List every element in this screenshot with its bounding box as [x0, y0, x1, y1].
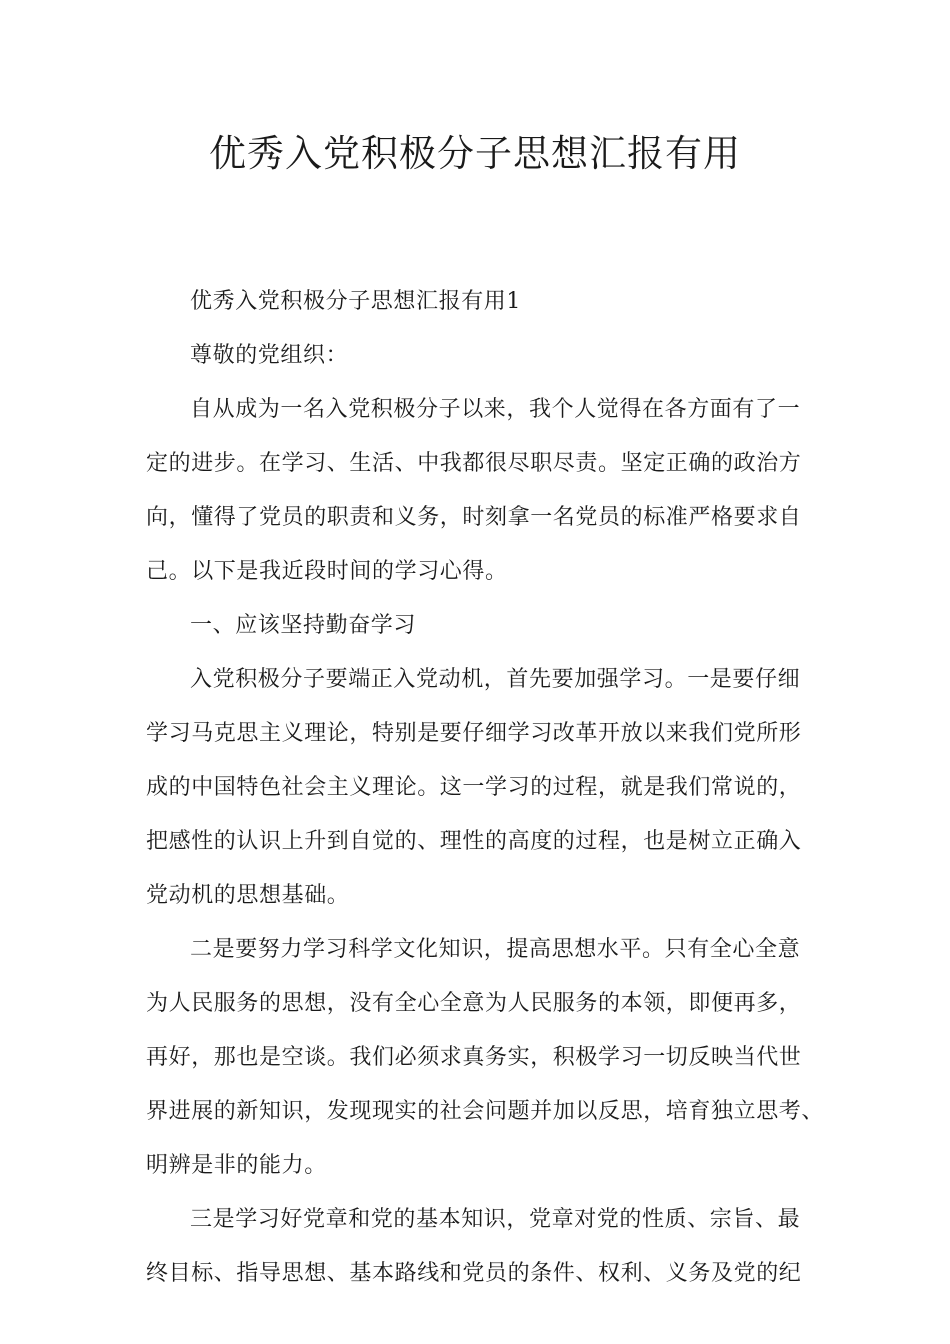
body-line: 再好，那也是空谈。我们必须求真务实，积极学习一切反映当代世 — [146, 1045, 802, 1070]
body-line: 定的进步。在学习、生活、中我都很尽职尽责。坚定正确的政治方 — [146, 451, 802, 476]
body-line: 党动机的思想基础。 — [146, 883, 350, 908]
body-line: 优秀入党积极分子思想汇报有用1 — [190, 289, 521, 314]
body-line: 己。以下是我近段时间的学习心得。 — [146, 559, 508, 584]
body-line: 学习马克思主义理论，特别是要仔细学习改革开放以来我们党所形 — [146, 721, 802, 746]
body-line: 为人民服务的思想，没有全心全意为人民服务的本领，即便再多， — [146, 991, 802, 1016]
document-title: 优秀入党积极分子思想汇报有用 — [209, 132, 741, 175]
body-line: 明辨是非的能力。 — [146, 1153, 327, 1178]
section-heading: 一、应该坚持勤奋学习 — [190, 613, 417, 638]
body-line: 二是要努力学习科学文化知识，提高思想水平。只有全心全意 — [190, 937, 801, 962]
body-line: 尊敬的党组织： — [190, 343, 349, 368]
body-line: 入党积极分子要端正入党动机，首先要加强学习。一是要仔细 — [190, 667, 801, 692]
body-line: 界进展的新知识，发现现实的社会问题并加以反思，培育独立思考、 — [146, 1099, 825, 1124]
body-line: 成的中国特色社会主义理论。这一学习的过程，就是我们常说的， — [146, 775, 802, 800]
body-line: 把感性的认识上升到自觉的、理性的高度的过程，也是树立正确入 — [146, 829, 802, 854]
body-line: 向，懂得了党员的职责和义务，时刻拿一名党员的标准严格要求自 — [146, 505, 802, 530]
document-body — [146, 280, 832, 1306]
body-line: 三是学习好党章和党的基本知识，党章对党的性质、宗旨、最 — [190, 1207, 801, 1232]
body-line: 终目标、指导思想、基本路线和党员的条件、权利、义务及党的纪 — [146, 1261, 802, 1286]
body-line: 自从成为一名入党积极分子以来，我个人觉得在各方面有了一 — [190, 397, 801, 422]
